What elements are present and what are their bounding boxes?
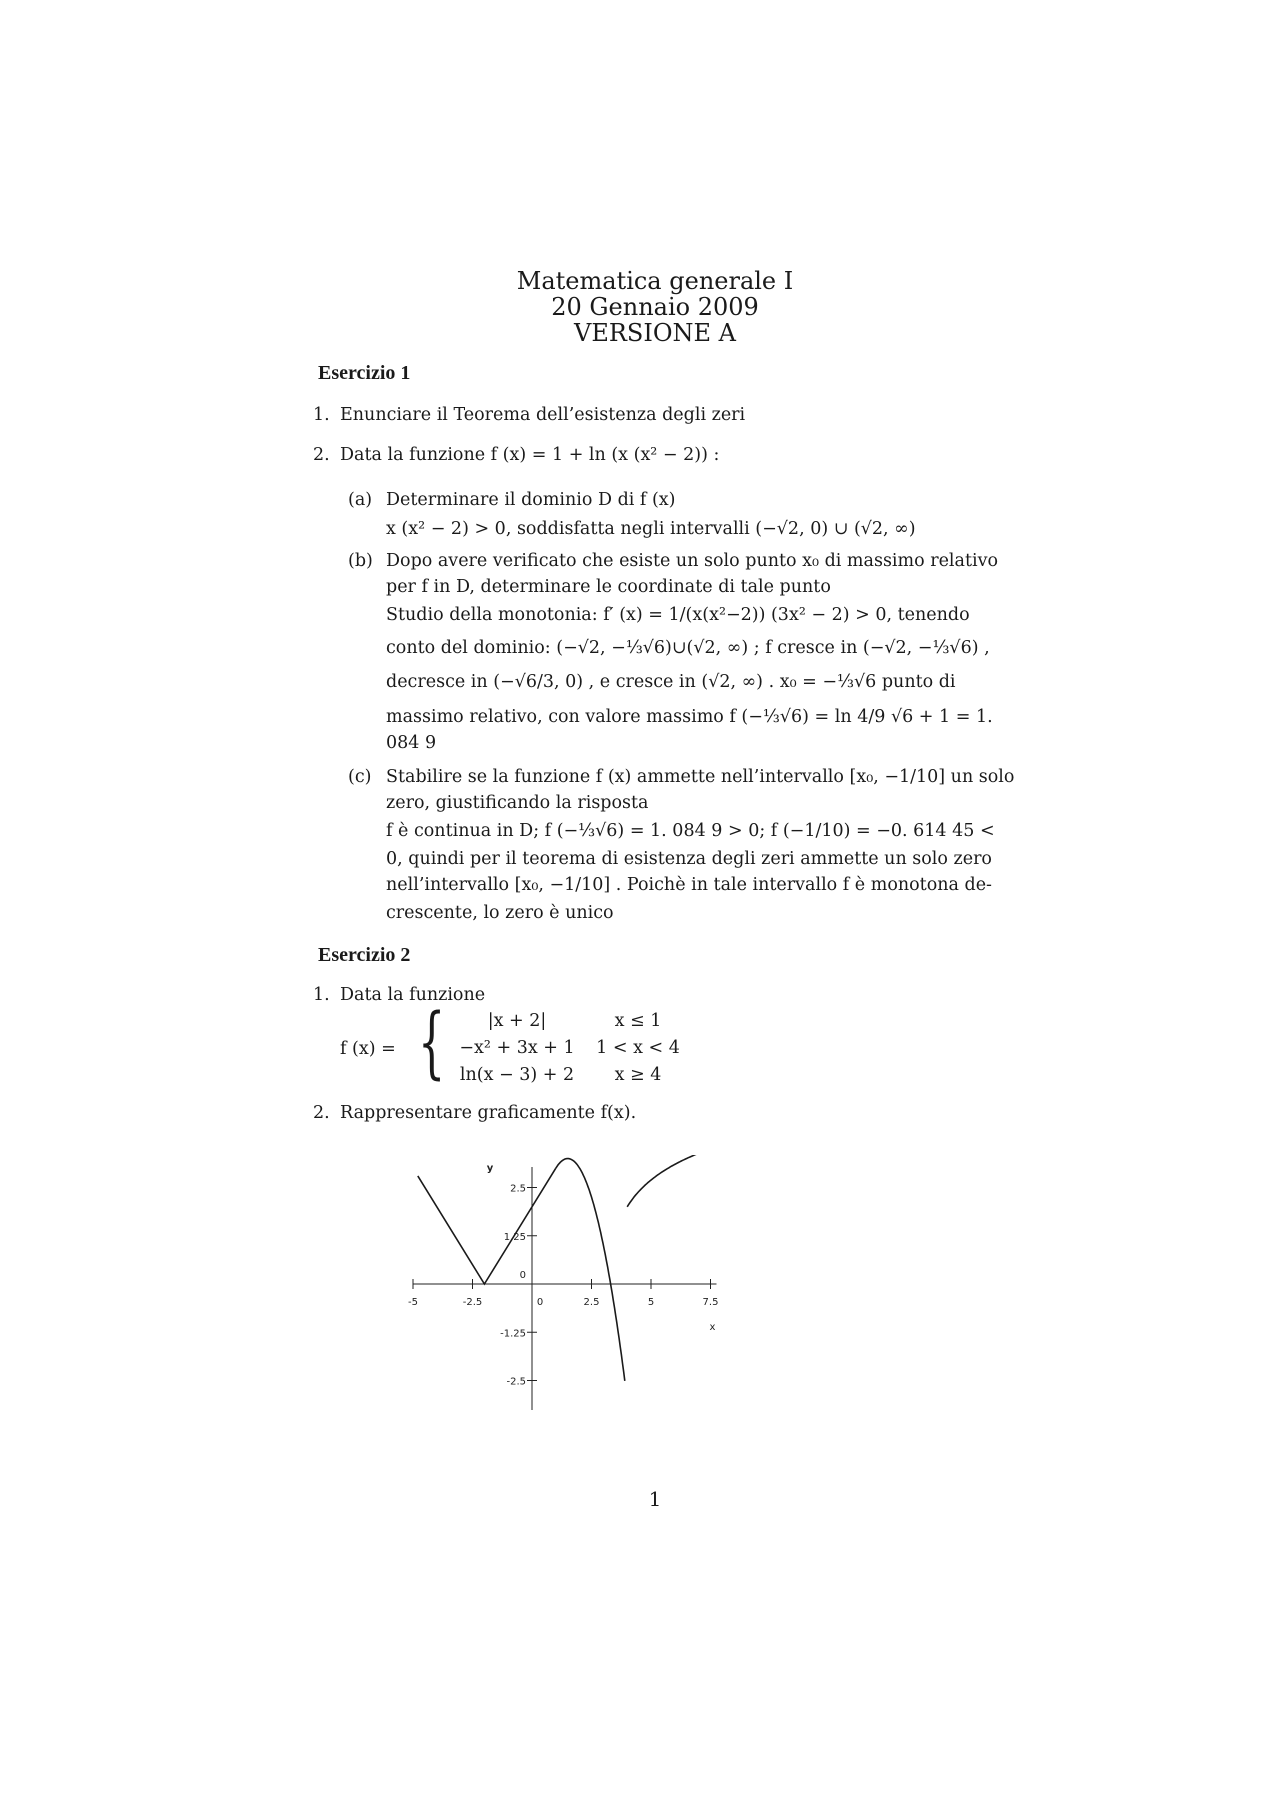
ex1-a-answer: x (x² − 2) > 0, soddisfatta negli intervalli (−√2, 0) ∪ (√2, ∞) (386, 519, 916, 539)
curve-segment-3 (627, 1155, 710, 1207)
piecewise-case1-cond: x ≤ 1 (614, 1011, 662, 1031)
ex1-c-label: (c) (348, 767, 372, 787)
y-axis-label: y (486, 1163, 494, 1174)
ex1-c-question-line2: zero, giustificando la risposta (386, 793, 649, 813)
piecewise-case2-cond: 1 < x < 4 (596, 1038, 680, 1058)
x-tick-label: -5 (408, 1297, 418, 1308)
x-tick-label: 5 (647, 1297, 655, 1308)
page-number: 1 (648, 1487, 662, 1511)
x-tick-label: 7.5 (702, 1297, 719, 1308)
ex2-item2-text: Rappresentare graficamente f(x). (340, 1103, 637, 1123)
ex2-item1-text: Data la funzione (340, 985, 486, 1005)
function-graph (400, 1155, 750, 1410)
ex1-b-answer-line3: decresce in (−√6/3, 0) , e cresce in (√2, ∞) . x₀ = −⅓√6 punto di (386, 672, 956, 692)
ex1-c-answer-line3: nell’intervallo [x₀, −1/10] . Poichè in tale intervallo f è monotona de- (386, 875, 992, 895)
ex1-b-answer-line5: 084 9 (386, 733, 437, 753)
exercise-1-heading: Esercizio 1 (318, 362, 411, 384)
curve-segment-1 (418, 1168, 556, 1284)
ex1-item1-number: 1. (313, 405, 330, 425)
ex1-a-question: Determinare il dominio D di f (x) (386, 490, 676, 510)
piecewise-brace: { (418, 998, 446, 1088)
ex1-b-question-line2: per f in D, determinare le coordinate di tale punto (386, 577, 831, 597)
ex1-item2-text: Data la funzione f (x) = 1 + ln (x (x² − 2)) : (340, 445, 720, 465)
piecewise-case2-expr: −x² + 3x + 1 (459, 1038, 575, 1058)
curve-segment-2 (556, 1159, 625, 1381)
ex1-b-answer-line2: conto del dominio: (−√2, −⅓√6)∪(√2, ∞) ; f cresce in (−√2, −⅓√6) , (386, 638, 990, 658)
ex1-c-answer-line1: f è continua in D; f (−⅓√6) = 1. 084 9 > 0; f (−1/10) = −0. 614 45 < (386, 821, 995, 841)
document-version: VERSIONE A (574, 319, 736, 347)
ex1-item1-text: Enunciare il Teorema dell’esistenza degli zeri (340, 405, 746, 425)
y-tick-label: -2.5 (506, 1376, 526, 1388)
ex1-b-question-line1: Dopo avere verificato che esiste un solo punto x₀ di massimo relativo (386, 551, 999, 571)
exercise-2-heading: Esercizio 2 (318, 944, 411, 966)
ex1-c-question-line1: Stabilire se la funzione f (x) ammette nell’intervallo [x₀, −1/10] un solo (386, 767, 1015, 787)
y-tick-label: 0 (519, 1270, 526, 1281)
x-tick-label: -2.5 (462, 1297, 483, 1308)
ex1-b-answer-line4: massimo relativo, con valore massimo f (−⅓√6) = ln 4/9 √6 + 1 = 1. (386, 707, 993, 727)
document-date: 20 Gennaio 2009 (551, 293, 759, 321)
y-tick-label: 1.25 (503, 1231, 526, 1243)
piecewise-lhs: f (x) = (340, 1039, 396, 1059)
ex1-c-answer-line4: crescente, lo zero è unico (386, 903, 614, 923)
ex1-b-answer-line1: Studio della monotonia: f′ (x) = 1/(x(x²−2)) (3x² − 2) > 0, tenendo (386, 605, 970, 625)
piecewise-case3-cond: x ≥ 4 (614, 1065, 662, 1085)
ex1-item2-number: 2. (313, 445, 330, 465)
ex2-item1-number: 1. (313, 985, 330, 1005)
document-title: Matematica generale I (516, 267, 794, 295)
x-tick-label: 2.5 (583, 1297, 600, 1308)
x-axis-label: x (709, 1322, 716, 1333)
y-tick-label: -1.25 (500, 1328, 526, 1340)
ex1-b-label: (b) (348, 551, 373, 571)
ex2-item2-number: 2. (313, 1103, 330, 1123)
ex1-a-label: (a) (348, 490, 373, 510)
y-tick-label: 2.5 (510, 1183, 526, 1195)
ex1-c-answer-line2: 0, quindi per il teorema di esistenza degli zeri ammette un solo zero (386, 849, 992, 869)
x-tick-label: 0 (536, 1297, 544, 1308)
piecewise-case1-expr: |x + 2| (487, 1011, 547, 1031)
piecewise-case3-expr: ln(x − 3) + 2 (459, 1065, 575, 1085)
